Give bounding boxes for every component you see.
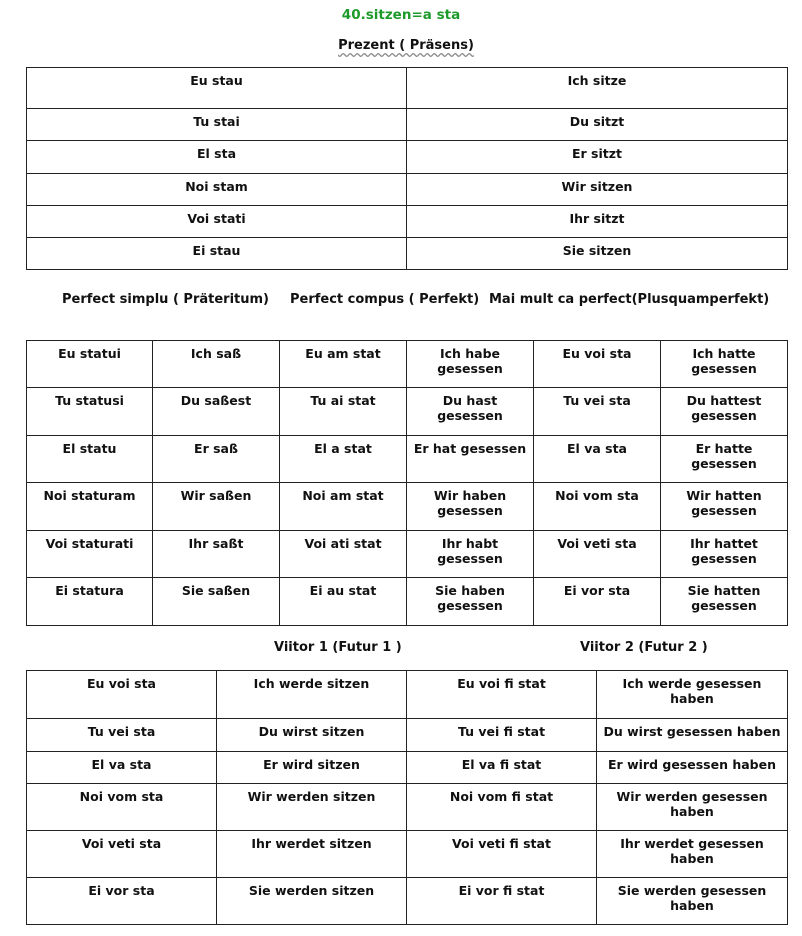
- table-row: [27, 238, 788, 270]
- table-cell: Du hast gesessen: [407, 388, 534, 436]
- future1-heading: Viitor 1 (Futur 1 ): [274, 640, 402, 655]
- table-cell: Sie werden gesessen haben: [597, 878, 788, 925]
- table-row: [27, 174, 788, 206]
- table-cell: Tu vei fi stat: [407, 719, 597, 752]
- table-cell: Wir werden gesessen haben: [597, 784, 788, 831]
- table-cell: Voi veti fi stat: [407, 831, 597, 878]
- table-row: [27, 878, 788, 925]
- table-cell: Tu ai stat: [280, 388, 407, 436]
- table-row: [27, 68, 788, 109]
- table-cell: Voi staturati: [27, 531, 153, 578]
- table-cell: Eu voi fi stat: [407, 671, 597, 719]
- perfect-heading: Perfect compus ( Perfekt): [290, 292, 480, 307]
- table-row: [27, 752, 788, 784]
- past-tenses-table: [26, 340, 788, 626]
- table-cell: Du wirst sitzen: [217, 719, 407, 752]
- table-row: [27, 578, 788, 626]
- table-row: [27, 341, 788, 388]
- table-cell: Tu vei sta: [27, 719, 217, 752]
- table-cell: Er hatte gesessen: [661, 436, 788, 483]
- table-cell: Wir hatten gesessen: [661, 483, 788, 531]
- table-cell: Ei statura: [27, 578, 153, 626]
- table-cell: Noi vom fi stat: [407, 784, 597, 831]
- table-cell: Eu am stat: [280, 341, 407, 388]
- table-cell: Ihr habt gesessen: [407, 531, 534, 578]
- table-cell: Ich hatte gesessen: [661, 341, 788, 388]
- present-table: [26, 67, 788, 270]
- table-cell: Sie sitzen: [407, 238, 788, 270]
- table-cell: Eu statui: [27, 341, 153, 388]
- table-cell: Er wird sitzen: [217, 752, 407, 784]
- table-cell: Tu statusi: [27, 388, 153, 436]
- table-row: [27, 436, 788, 483]
- table-cell: Ihr saßt: [153, 531, 280, 578]
- table-cell: Voi veti sta: [27, 831, 217, 878]
- table-cell: El a stat: [280, 436, 407, 483]
- table-cell: Noi vom sta: [534, 483, 661, 531]
- table-cell: El statu: [27, 436, 153, 483]
- table-cell: Du wirst gesessen haben: [597, 719, 788, 752]
- table-row: [27, 483, 788, 531]
- table-cell: Wir sitzen: [407, 174, 788, 206]
- table-row: [27, 141, 788, 174]
- present-heading: [0, 38, 802, 53]
- table-cell: Ihr werdet sitzen: [217, 831, 407, 878]
- table-cell: Du hattest gesessen: [661, 388, 788, 436]
- pluperfect-heading: Mai mult ca perfect(Plusquamperfekt): [489, 292, 770, 307]
- table-cell: Tu stai: [27, 109, 407, 141]
- table-cell: Er hat gesessen: [407, 436, 534, 483]
- table-cell: El sta: [27, 141, 407, 174]
- table-cell: Ich sitze: [407, 68, 788, 109]
- present-heading-text: Prezent ( Präsens): [338, 38, 474, 53]
- table-cell: Ihr hattet gesessen: [661, 531, 788, 578]
- table-cell: Noi vom sta: [27, 784, 217, 831]
- table-cell: Er sitzt: [407, 141, 788, 174]
- table-cell: Ich saß: [153, 341, 280, 388]
- table-cell: Ei stau: [27, 238, 407, 270]
- table-cell: Ei au stat: [280, 578, 407, 626]
- table-cell: Voi stati: [27, 206, 407, 238]
- table-cell: Wir haben gesessen: [407, 483, 534, 531]
- table-cell: Eu voi sta: [27, 671, 217, 719]
- table-cell: Noi stam: [27, 174, 407, 206]
- table-cell: Tu vei sta: [534, 388, 661, 436]
- table-cell: Ei vor sta: [534, 578, 661, 626]
- preterite-heading: Perfect simplu ( Präteritum): [62, 292, 269, 307]
- table-cell: Wir saßen: [153, 483, 280, 531]
- table-cell: El va sta: [27, 752, 217, 784]
- table-cell: Sie werden sitzen: [217, 878, 407, 925]
- table-row: [27, 671, 788, 719]
- table-row: [27, 719, 788, 752]
- table-cell: Ei vor sta: [27, 878, 217, 925]
- table-cell: El va sta: [534, 436, 661, 483]
- table-cell: Sie hatten gesessen: [661, 578, 788, 626]
- table-cell: Ich werde gesessen haben: [597, 671, 788, 719]
- table-cell: Er saß: [153, 436, 280, 483]
- future2-heading: Viitor 2 (Futur 2 ): [580, 640, 708, 655]
- table-cell: Noi staturam: [27, 483, 153, 531]
- table-cell: Ich werde sitzen: [217, 671, 407, 719]
- table-cell: Voi veti sta: [534, 531, 661, 578]
- table-row: [27, 109, 788, 141]
- table-cell: Noi am stat: [280, 483, 407, 531]
- table-row: [27, 388, 788, 436]
- table-cell: Du sitzt: [407, 109, 788, 141]
- table-row: [27, 831, 788, 878]
- table-cell: Du saßest: [153, 388, 280, 436]
- future-table: [26, 670, 788, 925]
- table-cell: Ei vor fi stat: [407, 878, 597, 925]
- table-cell: Eu voi sta: [534, 341, 661, 388]
- document-title: 40.sitzen=a sta: [341, 7, 461, 23]
- table-cell: Ihr sitzt: [407, 206, 788, 238]
- table-cell: Sie haben gesessen: [407, 578, 534, 626]
- table-cell: Ihr werdet gesessen haben: [597, 831, 788, 878]
- table-row: [27, 784, 788, 831]
- table-cell: Er wird gesessen haben: [597, 752, 788, 784]
- table-row: [27, 206, 788, 238]
- table-row: [27, 531, 788, 578]
- table-cell: Eu stau: [27, 68, 407, 109]
- table-cell: Sie saßen: [153, 578, 280, 626]
- table-cell: Wir werden sitzen: [217, 784, 407, 831]
- table-cell: Voi ati stat: [280, 531, 407, 578]
- table-cell: Ich habe gesessen: [407, 341, 534, 388]
- table-cell: El va fi stat: [407, 752, 597, 784]
